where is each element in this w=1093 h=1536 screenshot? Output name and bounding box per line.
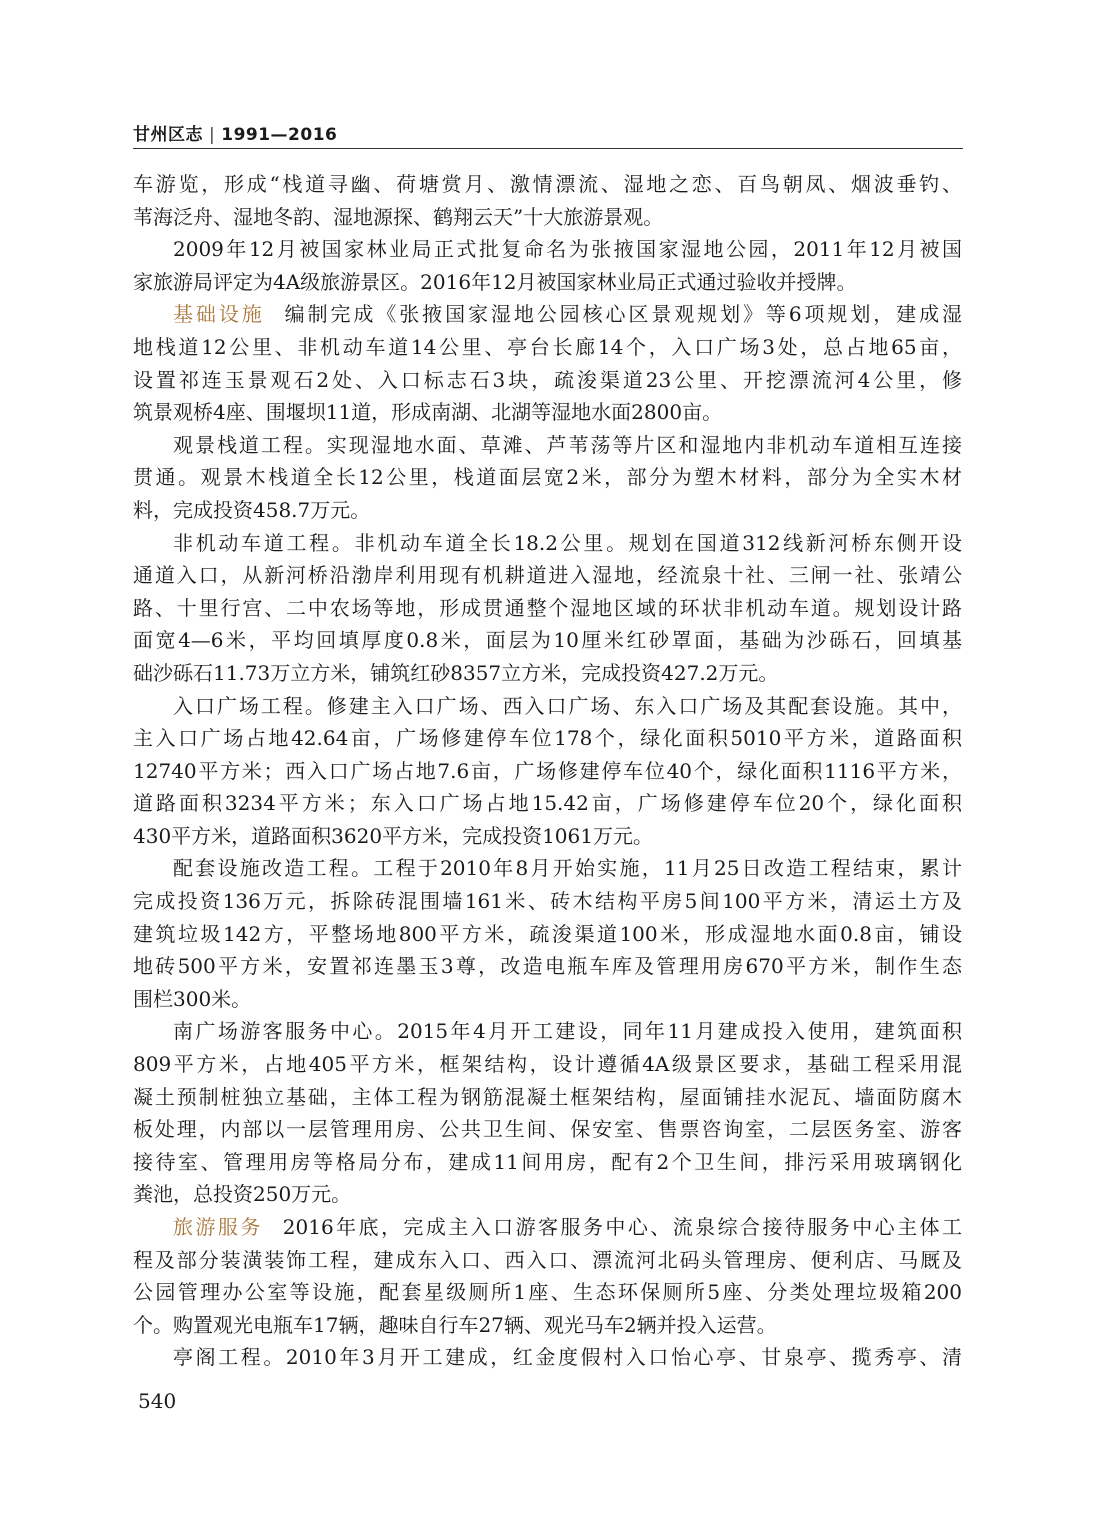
text-line (133, 1081, 962, 1114)
text-line (133, 233, 962, 266)
text-line (133, 624, 962, 657)
running-header (133, 118, 963, 149)
text-line (133, 298, 962, 331)
section-keyword: 旅游服务 (173, 1215, 263, 1239)
text-line (133, 657, 962, 690)
line-text: 通道入口，从新河桥沿渤岸利用现有机耕道进入湿地，经流泉十社、三闸一社、张靖公 (133, 563, 962, 588)
text-line (133, 885, 962, 918)
text-line (133, 1244, 962, 1277)
text-line (133, 1048, 962, 1081)
text-line (133, 461, 962, 494)
line-text: 贯通。观景木栈道全长12公里，栈道面层宽2米，部分为塑木材料，部分为全实木材 (133, 465, 962, 490)
line-text: 809平方米，占地405平方米，框架结构，设计遵循4A级景区要求，基础工程采用混 (133, 1052, 962, 1077)
line-text: 个。购置观光电瓶车17辆，趣味自行车27辆、观光马车2辆并投入运营。 (133, 1312, 777, 1337)
book-years: 1991—2016 (221, 125, 338, 145)
text-line (133, 201, 962, 234)
header-separator: | (209, 125, 216, 145)
line-text: 亭阁工程。2010年3月开工建成，红金度假村入口怡心亭、甘泉亭、揽秀亭、清 (173, 1345, 962, 1370)
text-line (133, 1276, 962, 1309)
line-text: 车游览，形成“栈道寻幽、荷塘赏月、激情漂流、湿地之恋、百鸟朝凤、烟波垂钓、 (133, 172, 962, 196)
text-line (133, 1309, 962, 1342)
text-line (133, 364, 962, 397)
line-text: 料，完成投资458.7万元。 (133, 497, 371, 522)
text-line (133, 852, 962, 885)
line-text: 观景栈道工程。实现湿地水面、草滩、芦苇荡等片区和湿地内非机动车道相互连接 (173, 432, 962, 457)
line-text: 12740平方米；西入口广场占地7.6亩，广场修建停车位40个，绿化面积1116平方米， (133, 758, 962, 783)
line-text: 配套设施改造工程。工程于2010年8月开始实施，11月25日改造工程结束，累计 (173, 856, 962, 881)
text-line (133, 396, 962, 429)
line-text: 建筑垃圾142方，平整场地800平方米，疏浚渠道100米，形成湿地水面0.8亩，铺设 (133, 921, 962, 946)
line-text: 编制完成《张掖国家湿地公园核心区景观规划》等6项规划，建成湿 (284, 302, 962, 327)
text-line (133, 331, 962, 364)
line-text: 公园管理办公室等设施，配套星级厕所1座、生态环保厕所5座、分类处理垃圾箱200 (133, 1280, 962, 1305)
line-text: 道路面积3234平方米；东入口广场占地15.42亩，广场修建停车位20个，绿化面积 (133, 791, 962, 816)
line-text: 主入口广场占地42.64亩，广场修建停车位178个，绿化面积5010平方米，道路面积 (133, 726, 962, 751)
text-line (133, 527, 962, 560)
text-line (133, 787, 962, 820)
line-text: 地砖500平方米，安置祁连墨玉3尊，改造电瓶车库及管理用房670平方米，制作生态 (133, 954, 962, 979)
line-text: 面宽4—6米，平均回填厚度0.8米，面层为10厘米红砂罩面，基础为沙砾石，回填基 (133, 628, 962, 653)
book-title: 甘州区志 (133, 125, 203, 145)
text-line (133, 266, 962, 299)
line-text: 苇海泛舟、湿地冬韵、湿地源探、鹤翔云天”十大旅游景观。 (133, 204, 664, 229)
text-line (133, 1113, 962, 1146)
header-text (133, 120, 337, 145)
line-text: 筑景观桥4座、围堰坝11道，形成南湖、北湖等湿地水面2800亩。 (133, 400, 723, 425)
text-line (133, 559, 962, 592)
line-text: 地栈道12公里、非机动车道14公里、亭台长廊14个，入口广场3处，总占地65亩， (133, 334, 962, 359)
text-line (133, 1146, 962, 1179)
line-text: 础沙砾石11.73万立方米，铺筑红砂8357立方米，完成投资427.2万元。 (133, 660, 779, 685)
text-line (133, 168, 962, 201)
line-text: 程及部分装潢装饰工程，建成东入口、西入口、漂流河北码头管理房、便利店、马厩及 (133, 1247, 962, 1272)
line-text: 设置祁连玉景观石2处、入口标志石3块，疏浚渠道23公里、开挖漂流河4公里，修 (133, 367, 962, 392)
line-text: 家旅游局评定为4A级旅游景区。2016年12月被国家林业局正式通过验收并授牌。 (133, 269, 857, 294)
text-line (133, 592, 962, 625)
text-line (133, 820, 962, 853)
line-text: 南广场游客服务中心。2015年4月开工建设，同年11月建成投入使用，建筑面积 (173, 1019, 962, 1044)
page-number: 540 (138, 1389, 177, 1413)
section-keyword: 基础设施 (173, 302, 265, 327)
text-line (133, 1341, 962, 1374)
line-text: 凝土预制桩独立基础，主体工程为钢筋混凝土框架结构，屋面铺挂水泥瓦、墙面防腐木 (133, 1084, 962, 1109)
text-line (133, 722, 962, 755)
line-text: 非机动车道工程。非机动车道全长18.2公里。规划在国道312线新河桥东侧开设 (173, 530, 962, 555)
line-text: 路、十里行宫、二中农场等地，形成贯通整个湿地区域的环状非机动车道。规划设计路 (133, 595, 962, 620)
text-line (133, 755, 962, 788)
line-text: 板处理，内部以一层管理用房、公共卫生间、保安室、售票咨询室，二层医务室、游客 (133, 1117, 962, 1142)
line-text: 完成投资136万元，拆除砖混围墙161米、砖木结构平房5间100平方米，清运土方及 (133, 889, 962, 914)
text-line (133, 1178, 962, 1211)
text-line (133, 429, 962, 462)
text-line (133, 1015, 962, 1048)
line-text: 2016年底，完成主入口游客服务中心、流泉综合接待服务中心主体工 (282, 1215, 962, 1239)
line-text: 2009年12月被国家林业局正式批复命名为张掖国家湿地公园，2011年12月被国 (173, 237, 962, 262)
line-text: 430平方米，道路面积3620平方米，完成投资1061万元。 (133, 823, 653, 848)
text-line (133, 983, 962, 1016)
line-text: 粪池，总投资250万元。 (133, 1182, 352, 1207)
line-text: 入口广场工程。修建主入口广场、西入口广场、东入口广场及其配套设施。其中， (173, 693, 962, 718)
body-text (133, 168, 962, 1374)
text-line (133, 950, 962, 983)
text-line (133, 494, 962, 527)
line-text: 接待室、管理用房等格局分布，建成11间用房，配有2个卫生间，排污采用玻璃钢化 (133, 1149, 962, 1174)
text-line (133, 918, 962, 951)
line-text: 围栏300米。 (133, 986, 252, 1011)
text-line (133, 1211, 962, 1244)
text-line (133, 690, 962, 723)
